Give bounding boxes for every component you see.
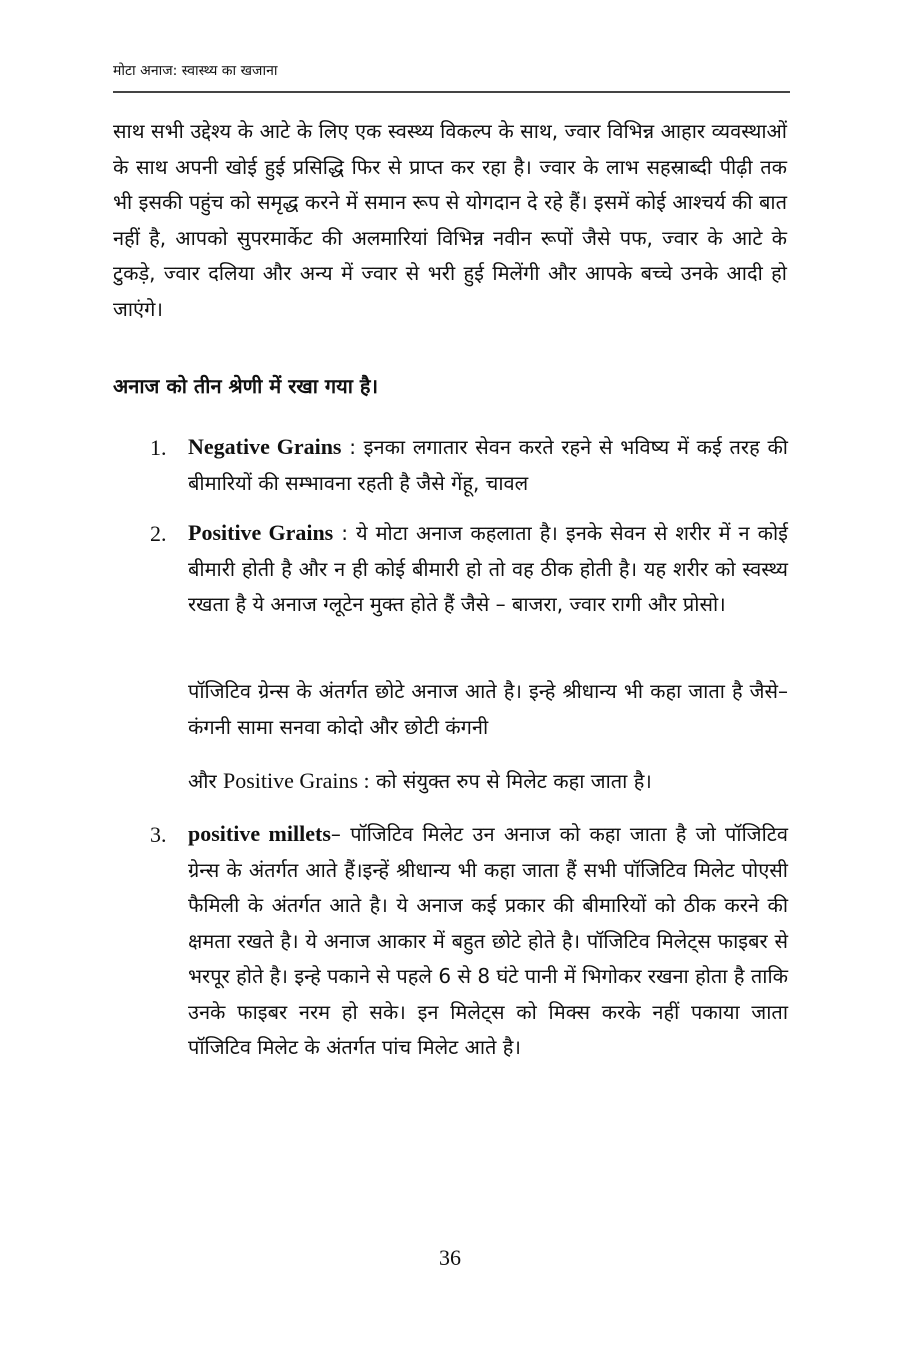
- list-number-2: 2.: [150, 521, 167, 546]
- list-item-text: : ये मोटा अनाज कहलाता है। इनके सेवन से शरीर में न कोई बीमारी होती है और न ही कोई बीमारी हो तो वह ठीक होती है। यह शरीर को स्वस्थ्य रखता है ये अनाज ग्लूटेन मुक्त होते हैं जैसे – बाजरा, ज्वार रागी और प्रोसो।: [188, 521, 788, 616]
- running-header: मोटा अनाज: स्वास्थ्य का खजाना: [113, 63, 278, 79]
- millet-note-suffix: को संयुक्त रुप से मिलेट कहा जाता है।: [369, 769, 652, 793]
- list-number-1: 1.: [150, 435, 167, 460]
- page-number: 36: [439, 1245, 461, 1270]
- millet-note: [188, 763, 788, 800]
- intro-paragraph: साथ सभी उद्देश्य के आटे के लिए एक स्वस्थ्य विकल्प के साथ, ज्वार विभिन्न आहार व्यवस्थाओं के साथ अपनी खोई हुई प्रसिद्धि फिर से प्राप्त कर रहा है। ज्वार के लाभ सहस्राब्दी पीढ़ी तक भी इसकी पहुंच को समृद्ध करने में समान रूप से योगदान दे रहे हैं। इसमें कोई आश्चर्य की बात नहीं है, आपको सुपरमार्केट की अलमारियां विभिन्न नवीन रूपों जैसे पफ, ज्वार के आटे के टुकड़े, ज्वार दलिया और अन्य में ज्वार से भरी हुई मिलेंगी और आपके बच्चे उनके आदी हो जाएंगे।: [113, 119, 787, 321]
- millet-note-prefix: और: [188, 769, 223, 793]
- term-positive-grains: Positive Grains: [188, 520, 334, 545]
- list-item-positive-grains: [188, 515, 788, 623]
- list-item-positive-millets: [188, 816, 788, 1066]
- millet-note-term: Positive Grains :: [223, 768, 370, 793]
- header-divider: [113, 91, 790, 93]
- term-positive-millets: positive millets: [188, 821, 331, 846]
- positive-grains-subparagraph: पॉजिटिव ग्रेन्स के अंतर्गत छोटे अनाज आते है। इन्हे श्रीधान्य भी कहा जाता है जैसे– कंगनी सामा सनवा कोदो और छोटी कंगनी: [188, 679, 788, 739]
- list-item-negative-grains: [188, 429, 788, 501]
- list-number-3: 3.: [150, 822, 167, 847]
- list-item-text: – पॉजिटिव मिलेट उन अनाज को कहा जाता है जो पॉजिटिव ग्रेन्स के अंतर्गत आते हैं।इन्हें श्रीधान्य भी कहा जाता हैं सभी पॉजिटिव मिलेट पोएसी फैमिली के अंतर्गत आते है। ये अनाज कई प्रकार की बीमारियों को ठीक करने की क्षमता रखते है। ये अनाज आकार में बहुत छोटे होते है। पॉजिटिव मिलेट्स फाइबर से भरपूर होते है। इन्हे पकाने से पहले 6 से 8 घंटे पानी में भिगोकर रखना होता है ताकि उनके फाइबर नरम हो सके। इन मिलेट्स को मिक्स करके नहीं पकाया जाता पॉजिटिव मिलेट के अंतर्गत पांच मिलेट आते है।: [188, 822, 788, 1059]
- section-heading: अनाज को तीन श्रेणी में रखा गया है।: [113, 374, 379, 398]
- term-negative-grains: Negative Grains: [188, 434, 342, 459]
- list-item-text: : इनका लगातार सेवन करते रहने से भविष्य में कई तरह की बीमारियों की सम्भावना रहती है जैसे गेंहू, चावल: [188, 435, 788, 495]
